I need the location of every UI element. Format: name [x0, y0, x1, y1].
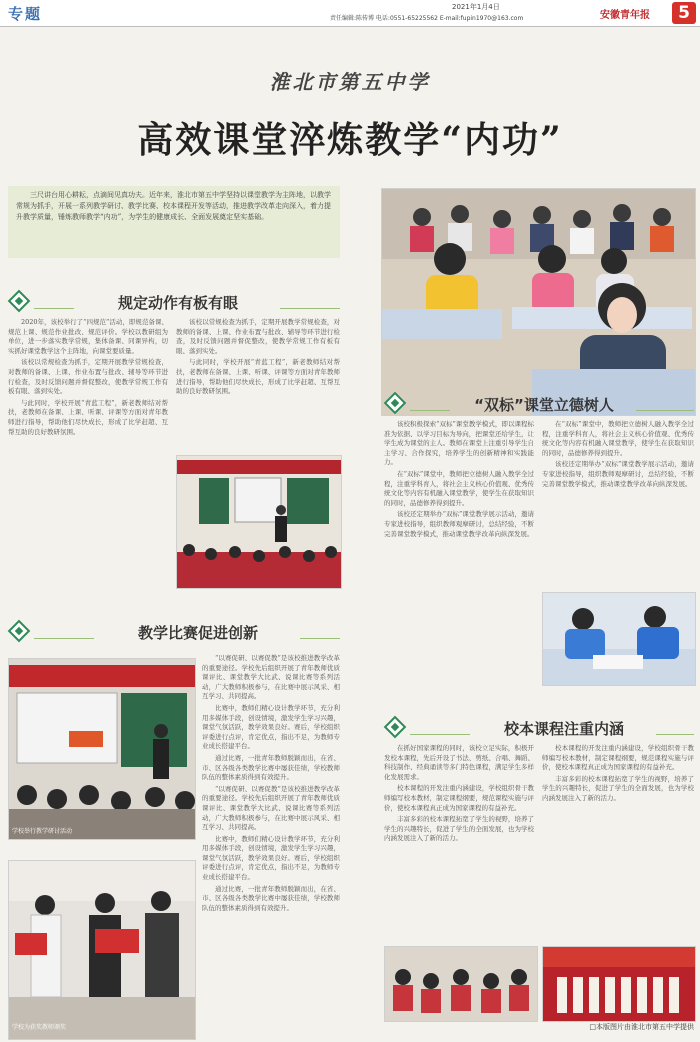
divider [34, 308, 74, 309]
section-body-school-curriculum-col2 [542, 744, 694, 940]
section-body-routine [8, 318, 168, 590]
performance-illustration [543, 947, 695, 1021]
section-tag: 专题 [8, 5, 43, 23]
section-body-double-standard [384, 420, 534, 692]
research-event-illustration [9, 659, 195, 839]
class-activity-illustration [385, 947, 537, 1021]
paragraph: 与此同时，学校开展“青蓝工程”，新老教师结对帮扶，老教师在备课、上课、听课、评课等方面对青年教师进行指导，帮助他们尽快成长，形成了比学赶超、互帮互助的良好教研氛围。 [176, 358, 340, 396]
paragraph: 在“双标”课堂中，教师把立德树人融入教学全过程，注重学科育人，将社会主义核心价值观、优秀传统文化等内容有机融入课堂教学，使学生在获取知识的同时，品德修养得到提升。 [542, 420, 694, 457]
paragraph: 通过比赛，一批青年教师脱颖而出，在省、市、区各级各类教学比赛中屡获佳绩，学校教师队伍的整体素质得到有效提升。 [202, 753, 340, 782]
diamond-bullet-icon [8, 290, 30, 312]
paragraph: 比赛中，教师们精心设计教学环节，充分利用多媒体手段，创设情境，激发学生学习兴趣，课堂气氛活跃，教学效果良好。赛后，学校组织评委进行点评，肯定优点，指出不足，为教师专业成长搭建平台。 [202, 834, 340, 882]
section-body-competition [202, 654, 340, 1036]
photo-caption: 学校为获奖教师颁奖 [12, 1024, 67, 1031]
paragraph: 校本课程的开发注重内涵建设，学校组织骨干教师编写校本教材，制定课程纲要，规范课程实施与评价，使校本课程真正成为国家课程的有益补充。 [384, 784, 534, 812]
section-title: 规定动作有板有眼 [117, 294, 238, 312]
photo-caption: 学校举行教学研讨活动 [12, 828, 73, 835]
section-body-routine-col2 [176, 318, 340, 450]
section-head-competition [8, 620, 340, 642]
research-event-photo [8, 658, 196, 840]
page-number-badge: 5 [672, 2, 696, 24]
newspaper-masthead: 安徽青年报 [600, 10, 650, 21]
paragraph: 丰富多彩的校本课程拓宽了学生的视野，培养了学生的兴趣特长，促进了学生的全面发展，也为学校内涵发展注入了新的活力。 [542, 774, 694, 802]
section-head-school-curriculum [384, 716, 694, 738]
students-writing-photo [542, 592, 696, 686]
intro-box [8, 186, 340, 258]
divider [410, 734, 470, 735]
divider [656, 734, 694, 735]
diamond-bullet-icon [8, 620, 30, 642]
paragraph: 该校以常规检查为抓手，定期开展教学常规检查，对教师的备课、上课、作业布置与批改、辅导等环节进行检查，及时反馈问题并督促整改，使教学常规工作有板有眼、落到实处。 [176, 318, 340, 355]
headline: 高效课堂淬炼教学“内功” [137, 119, 563, 161]
classroom-photo-illustration [382, 189, 695, 415]
photo-credit: □本版图片由淮北市第五中学提供 [589, 1023, 694, 1031]
performance-photo [542, 946, 696, 1022]
paragraph: 该校积极探索“双标”课堂教学模式，即以课程标准为依据、以学习目标为导向，把课堂还给学生，让学生成为课堂的主人。教师在课堂上注重引导学生自主学习、合作探究，培养学生的创新精神和实践能力。 [384, 420, 534, 467]
issue-date: 2021年1月4日 [452, 3, 500, 11]
paragraph: 通过比赛，一批青年教师脱颖而出，在省、市、区各级各类教学比赛中屡获佳绩，学校教师队伍的整体素质得到有效提升。 [202, 884, 340, 912]
divider [636, 410, 694, 411]
section-head-double-standard [384, 392, 694, 414]
paragraph: 与此同时，学校开展“青蓝工程”，新老教师结对帮扶，老教师在备课、上课、听课、评课等方面对青年教师进行指导，帮助他们尽快成长，形成了比学赶超、互帮互助的良好教研氛围。 [8, 398, 168, 436]
paragraph: 该校以常规检查为抓手，定期开展教学常规检查，对教师的备课、上课、作业布置与批改、辅导等环节进行检查，及时反馈问题并督促整改，使教学常规工作有板有眼、落到实处。 [8, 358, 168, 396]
paragraph: “以赛促研、以赛促教”是该校推进教学改革的重要途径。学校先后组织开展了青年教师优质课评比、课堂教学大比武、说课比赛等系列活动，广大教师积极参与，在比赛中展示风采、相互学习、共同提高。 [202, 784, 340, 832]
school-name: 淮北市第五中学 [269, 70, 431, 94]
award-photo-illustration [9, 861, 195, 1039]
award-photo [8, 860, 196, 1040]
paragraph: 在“双标”课堂中，教师把立德树人融入教学全过程，注重学科育人，将社会主义核心价值观、优秀传统文化等内容有机融入课堂教学，使学生在获取知识的同时，品德修养得到提升。 [384, 469, 534, 507]
lecture-photo-illustration [177, 456, 341, 588]
divider [280, 308, 340, 309]
editor-contact: 责任编辑:陈传博 电话:0551-65225562 E-mail:fupin1970@163.com [330, 15, 524, 22]
divider [300, 638, 340, 639]
paragraph: 该校还定期举办“双标”课堂教学展示活动，邀请专家进校指导，组织教师观摩研讨，总结经验，不断完善课堂教学模式，推动课堂教学改革向纵深发展。 [542, 460, 694, 488]
class-activity-photo [384, 946, 538, 1022]
lecture-photo [176, 455, 342, 589]
paragraph: 在抓好国家课程的同时，该校立足实际，积极开发校本课程，先后开设了书法、剪纸、合唱、舞蹈、科技制作、经典诵读等多门特色课程，满足学生多样化发展需求。 [384, 744, 534, 781]
intro-text: 三尺讲台用心耕耘，点滴间见真功夫。近年来，淮北市第五中学坚持以课堂教学为主阵地，以教学常规为抓手，开展一系列教学研讨、教学比赛、校本课程开发等活动，推进教学改革走向深入，着力提升教学质量，锤炼教师教学“内功”，为学生的健康成长、全面发展奠定坚实基础。 [16, 191, 331, 221]
divider [34, 638, 94, 639]
paragraph: 该校还定期举办“双标”课堂教学展示活动，邀请专家进校指导，组织教师观摩研讨，总结经验，不断完善课堂教学模式，推动课堂教学改革向纵深发展。 [384, 510, 534, 538]
classroom-photo [381, 188, 696, 416]
diamond-bullet-icon [384, 392, 406, 414]
section-body-double-standard-col2 [542, 420, 694, 584]
section-head-routine [8, 290, 340, 312]
section-title: “双标”课堂立德树人 [474, 396, 614, 414]
students-writing-illustration [543, 593, 695, 685]
paragraph: 2020年，该校举行了“四规范”活动，即规范备课、规范上课、规范作业批改、规范评价。学校以教研组为单位，进一步落实教学常规，集体备课、同课异构，切实抓好课堂教学这个主阵地，向课堂要质量。 [8, 318, 168, 355]
paragraph: 比赛中，教师们精心设计教学环节，充分利用多媒体手段，创设情境，激发学生学习兴趣，课堂气氛活跃，教学效果良好。赛后，学校组织评委进行点评，肯定优点，指出不足，为教师专业成长搭建平台。 [202, 703, 340, 751]
paragraph: 丰富多彩的校本课程拓宽了学生的视野，培养了学生的兴趣特长，促进了学生的全面发展，也为学校内涵发展注入了新的活力。 [384, 815, 534, 843]
paragraph: “以赛促研、以赛促教”是该校推进教学改革的重要途径。学校先后组织开展了青年教师优质课评比、课堂教学大比武、说课比赛等系列活动，广大教师积极参与，在比赛中展示风采、相互学习、共同提高。 [202, 654, 340, 701]
paragraph: 校本课程的开发注重内涵建设，学校组织骨干教师编写校本教材，制定课程纲要，规范课程实施与评价，使校本课程真正成为国家课程的有益补充。 [542, 744, 694, 772]
diamond-bullet-icon [384, 716, 406, 738]
section-title: 校本课程注重内涵 [503, 720, 624, 738]
section-body-school-curriculum [384, 744, 534, 940]
divider [410, 410, 450, 411]
section-title: 教学比赛促进创新 [137, 624, 258, 642]
